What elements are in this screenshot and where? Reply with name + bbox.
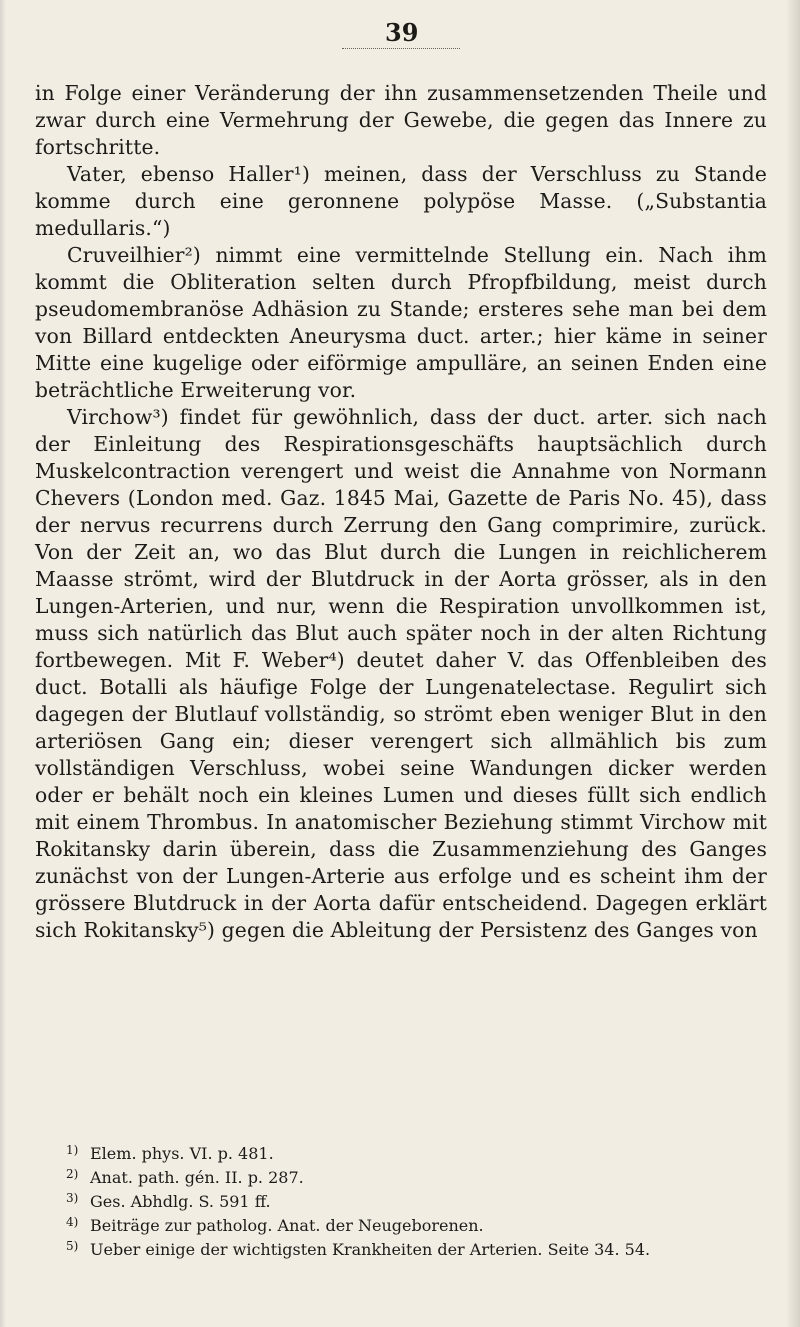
paragraph-3: Cruveilhier²) nimmt eine vermittelnde Stellung ein. Nach ihm kommt die Obliteration selten durch Pfropfbildung, meist durch pseudomembranöse Adhäsion zu Stande; ersteres sehe man bei dem von Billard entdeckten Aneurysma duct. arter.; hier käme in seiner Mitte eine kugelige oder eiförmige ampulläre, an seinen Enden eine beträchtliche Erweiterung vor. [35, 243, 767, 402]
footnote-text: Ueber einige der wichtigsten Krankheiten der Arterien. Seite 34. 54. [90, 1240, 651, 1259]
footnote-4 [66, 1214, 766, 1238]
footnote-2 [66, 1166, 766, 1190]
footnote-mark: 4) [66, 1215, 79, 1229]
footnote-text: Beiträge zur patholog. Anat. der Neugeborenen. [90, 1216, 484, 1235]
paragraph-1: in Folge einer Veränderung der ihn zusammensetzenden Theile und zwar durch eine Vermehrung der Gewebe, die gegen das Innere zu fortschritte. [35, 81, 767, 159]
footnote-mark: 5) [66, 1239, 79, 1253]
footnote-mark: 3) [66, 1191, 79, 1205]
footnote-text: Anat. path. gén. II. p. 287. [90, 1168, 304, 1187]
footnote-text: Elem. phys. VI. p. 481. [90, 1144, 274, 1163]
paragraph-4: Virchow³) findet für gewöhnlich, dass der duct. arter. sich nach der Einleitung des Respirationsgeschäfts hauptsächlich durch Muskelcontraction verengert und weist die Annahme von Normann Chevers (London med. Gaz. 1845 Mai, Gazette de Paris No. 45), dass der nervus recurrens durch Zerrung den Gang comprimire, zurück. Von der Zeit an, wo das Blut durch die Lungen in reichlicherem Maasse strömt, wird der Blutdruck in der Aorta grösser, als in den Lungen-Arterien, und nur, wenn die Respiration unvollkommen ist, muss sich natürlich das Blut auch später noch in der alten Richtung fortbewegen. Mit F. Weber⁴) deutet daher V. das Offenbleiben des duct. Botalli als häufige Folge der Lungenatelectase. Regulirt sich dagegen der Blutlauf vollständig, so strömt eben weniger Blut in den arteriösen Gang ein; dieser verengert sich allmählich bis zum vollständigen Verschluss, wobei seine Wandungen dicker werden oder er behält noch ein kleines Lumen und dieses füllt sich endlich mit einem Thrombus. In anatomischer Beziehung stimmt Virchow mit Rokitansky darin überein, dass die Zusammenziehung des Ganges zunächst von der Lungen-Arterie aus erfolge und es scheint ihm der grössere Blutdruck in der Aorta dafür entscheidend. Dagegen erklärt sich Rokitansky⁵) gegen die Ableitung der Persistenz des Ganges von [35, 405, 767, 942]
main-text [35, 80, 767, 944]
page-shadow-left [0, 0, 6, 1327]
footnotes [66, 1142, 766, 1262]
header-rule [342, 48, 460, 49]
page-number: 39 [385, 18, 419, 47]
paragraph-2: Vater, ebenso Haller¹) meinen, dass der Verschluss zu Stande komme durch eine geronnene polypöse Masse. („Substantia medullaris.“) [35, 162, 767, 240]
footnote-mark: 2) [66, 1167, 79, 1181]
footnote-3 [66, 1190, 766, 1214]
footnote-5 [66, 1238, 766, 1262]
footnote-mark: 1) [66, 1143, 79, 1157]
footnote-1 [66, 1142, 766, 1166]
footnote-text: Ges. Abhdlg. S. 591 ff. [90, 1192, 271, 1211]
